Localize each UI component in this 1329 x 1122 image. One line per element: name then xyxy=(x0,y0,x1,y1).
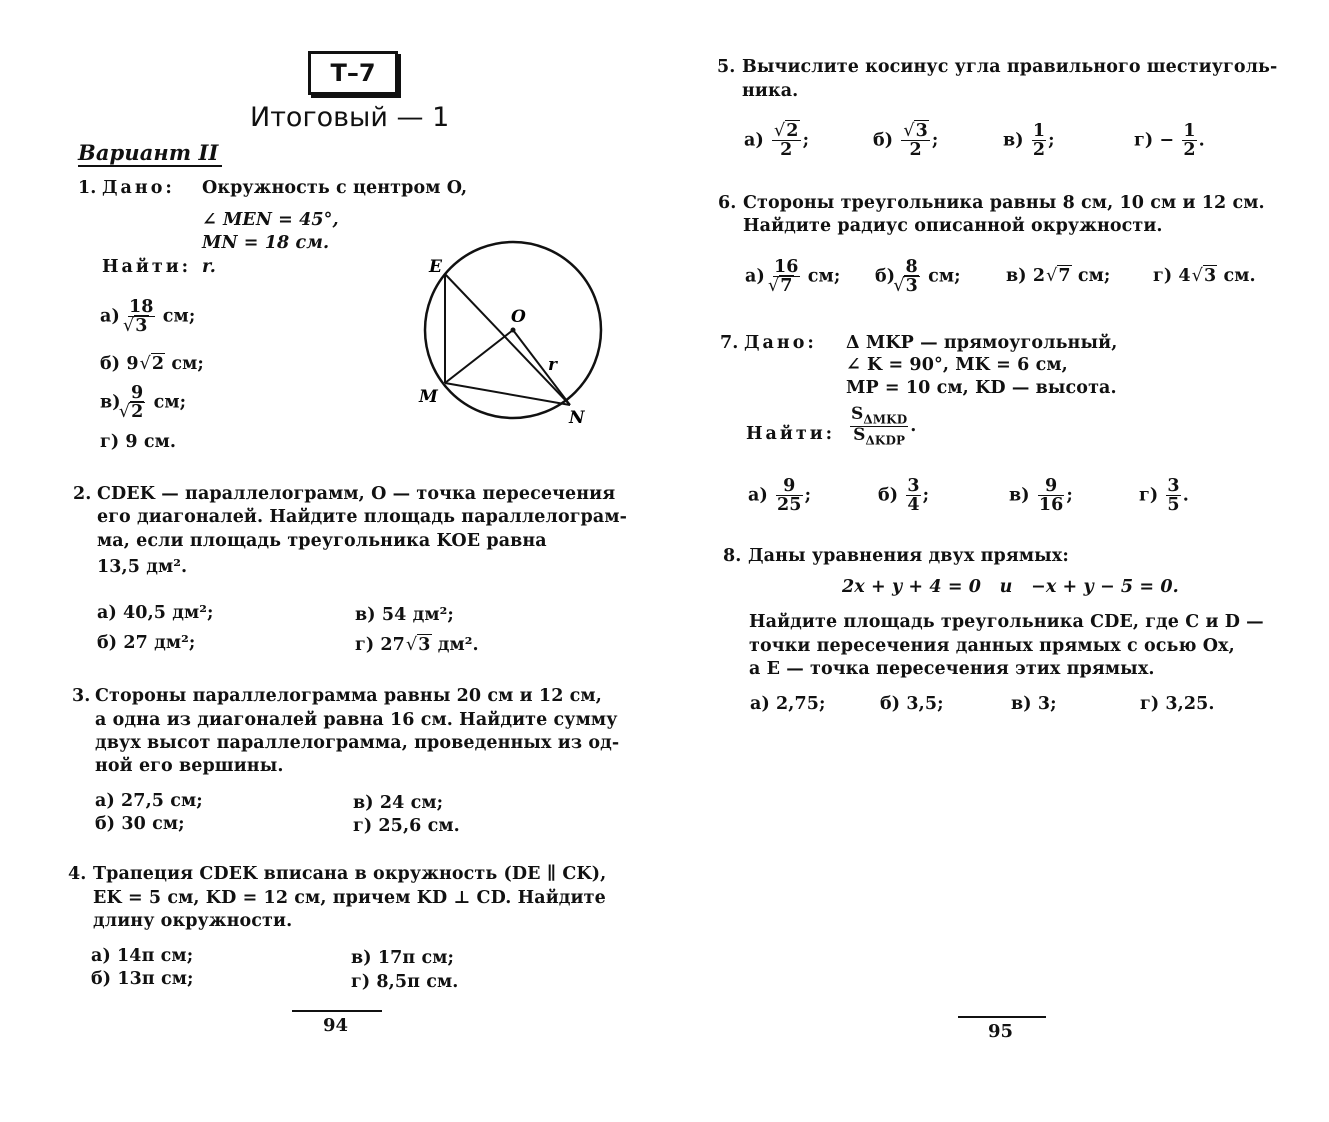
q1-given-3: MN = 18 см. xyxy=(202,233,330,253)
q5-number: 5. xyxy=(717,57,736,77)
radius-ON xyxy=(513,330,570,405)
q6-line-2: Найдите радиус описанной окружности. xyxy=(743,216,1163,236)
q1-find: r. xyxy=(202,257,216,277)
q3-line-4: ной его вершины. xyxy=(95,756,284,776)
q1-option-c: в) 9 √ 2 см; xyxy=(100,384,186,422)
q8-line-2: Найдите площадь треугольника CDE, где C и D — xyxy=(749,612,1264,632)
q1-given-2: ∠ MEN = 45°, xyxy=(202,210,339,230)
circle-figure xyxy=(405,230,620,430)
q3-line-3: двух высот параллелограмма, проведенных из од- xyxy=(95,733,620,753)
q8-option-c: в) 3; xyxy=(1011,694,1057,714)
page-number-left-rule xyxy=(292,1010,382,1012)
q1-given-label: Дано: xyxy=(102,178,175,198)
q4-line-2: EK = 5 см, KD = 12 см, причем KD ⊥ CD. Найдите xyxy=(93,888,606,908)
q7-given-2: ∠ K = 90°, MK = 6 см, xyxy=(846,355,1068,375)
q2-line-2: его диагоналей. Найдите площадь параллелограм- xyxy=(97,507,627,527)
label-r: r xyxy=(548,355,557,375)
label-N: N xyxy=(569,408,585,428)
q5-line-1: Вычислите косинус угла правильного шестиуголь- xyxy=(742,57,1278,77)
q7-find-label: Найти: xyxy=(746,424,836,444)
q4-option-a: а) 14π см; xyxy=(91,946,194,966)
q7-given-label: Дано: xyxy=(744,333,817,353)
label-O: O xyxy=(511,307,526,327)
q2-line-3: ма, если площадь треугольника KOE равна xyxy=(97,531,547,551)
q2-line-4: 13,5 дм². xyxy=(97,557,188,577)
q8-option-d: г) 3,25. xyxy=(1140,694,1215,714)
q8-line-1: Даны уравнения двух прямых: xyxy=(748,546,1069,566)
label-E: E xyxy=(429,257,442,277)
q3-option-b: б) 30 см; xyxy=(95,814,185,834)
q4-line-3: длину окружности. xyxy=(93,911,293,931)
q7-given-3: MP = 10 см, KD — высота. xyxy=(846,378,1117,398)
q8-line-4: а E — точка пересечения этих прямых. xyxy=(749,659,1155,679)
q5-option-c: в) $\frac{1}{2}$ ; xyxy=(1003,121,1055,161)
q1-given-1: Окружность с центром O, xyxy=(202,178,468,198)
q3-option-d: г) 25,6 см. xyxy=(353,816,460,836)
q2-line-1: CDEK — параллелограмм, O — точка пересечения xyxy=(97,484,616,504)
test-label: Т–7 xyxy=(330,59,376,87)
q4-line-1: Трапеция CDEK вписана в окружность (DE ∥ CK), xyxy=(93,864,607,884)
q4-number: 4. xyxy=(68,864,87,884)
q8-line-3: точки пересечения данных прямых с осью Ox, xyxy=(749,636,1235,656)
q3-option-a: а) 27,5 см; xyxy=(95,791,203,811)
q5-option-d: г) − $\frac{1}{2}$ . xyxy=(1134,121,1205,161)
q1-option-b: б) 9√ 2 см; xyxy=(100,354,204,374)
q3-option-c: в) 24 см; xyxy=(353,793,444,813)
test-label-box xyxy=(308,51,398,95)
segment-MO xyxy=(445,330,513,383)
q7-option-b: б) $\frac{3}{4}$ ; xyxy=(878,476,930,516)
q2-number: 2. xyxy=(73,484,92,504)
q8-option-b: б) 3,5; xyxy=(880,694,944,714)
q3-line-1: Стороны параллелограмма равны 20 см и 12 см, xyxy=(95,686,602,706)
page-number-right-rule xyxy=(958,1016,1046,1018)
q7-option-a: а) $\frac{9}{25}$ ; xyxy=(748,476,812,516)
q8-equations: 2x + y + 4 = 0 и −x + y − 5 = 0. xyxy=(842,577,1179,597)
q7-option-d: г) $\frac{3}{5}$ . xyxy=(1139,476,1189,516)
q5-line-2: ника. xyxy=(742,81,799,101)
q2-option-a: а) 40,5 дм²; xyxy=(97,603,214,623)
q7-given-1: Δ MKP — прямоугольный, xyxy=(846,333,1118,353)
q1-number: 1. xyxy=(78,178,97,198)
q6-option-d: г) 4√ 3 см. xyxy=(1153,266,1256,286)
q7-number: 7. xyxy=(720,333,739,353)
q1-find-label: Найти: xyxy=(102,257,192,277)
variant-heading: Вариант II xyxy=(78,140,222,167)
q1-option-a: а) 18 √ 3 см; xyxy=(100,298,195,336)
q6-option-b: б) 8 √ 3 см; xyxy=(875,258,961,296)
q8-number: 8. xyxy=(723,546,742,566)
q5-option-b: б) √ $\frac{3}{2}$ ; xyxy=(873,122,938,160)
q6-option-c: в) 2√ 7 см; xyxy=(1006,266,1110,286)
q3-number: 3. xyxy=(72,686,91,706)
q7-option-c: в) $\frac{9}{16}$ ; xyxy=(1009,476,1073,516)
q8-option-a: а) 2,75; xyxy=(750,694,826,714)
q2-option-b: б) 27 дм²; xyxy=(97,633,196,653)
label-M: M xyxy=(419,387,438,407)
q5-option-a: а) √ $\frac{2}{2}$ ; xyxy=(744,122,809,160)
q3-line-2: а одна из диагоналей равна 16 см. Найдите сумму xyxy=(95,710,618,730)
q2-option-d: г) 27√ 3 дм². xyxy=(355,635,479,655)
page-number-right: 95 xyxy=(988,1021,1014,1042)
page-title: Итоговый — 1 xyxy=(250,102,450,133)
q4-option-b: б) 13π см; xyxy=(91,969,194,989)
q6-line-1: Стороны треугольника равны 8 см, 10 см и 12 см. xyxy=(743,193,1265,213)
page-number-left: 94 xyxy=(323,1015,349,1036)
q7-find-fraction: $\frac{S_{\Delta MKD}}{S_{\Delta KDP}}$ . xyxy=(851,404,917,448)
q6-option-a: а) 16 √ 7 см; xyxy=(745,258,840,296)
q6-number: 6. xyxy=(718,193,737,213)
q4-option-c: в) 17π см; xyxy=(351,948,455,968)
q2-option-c: в) 54 дм²; xyxy=(355,605,454,625)
center-point xyxy=(511,328,516,333)
q4-option-d: г) 8,5π см. xyxy=(351,972,459,992)
q1-option-d: г) 9 см. xyxy=(100,432,177,452)
